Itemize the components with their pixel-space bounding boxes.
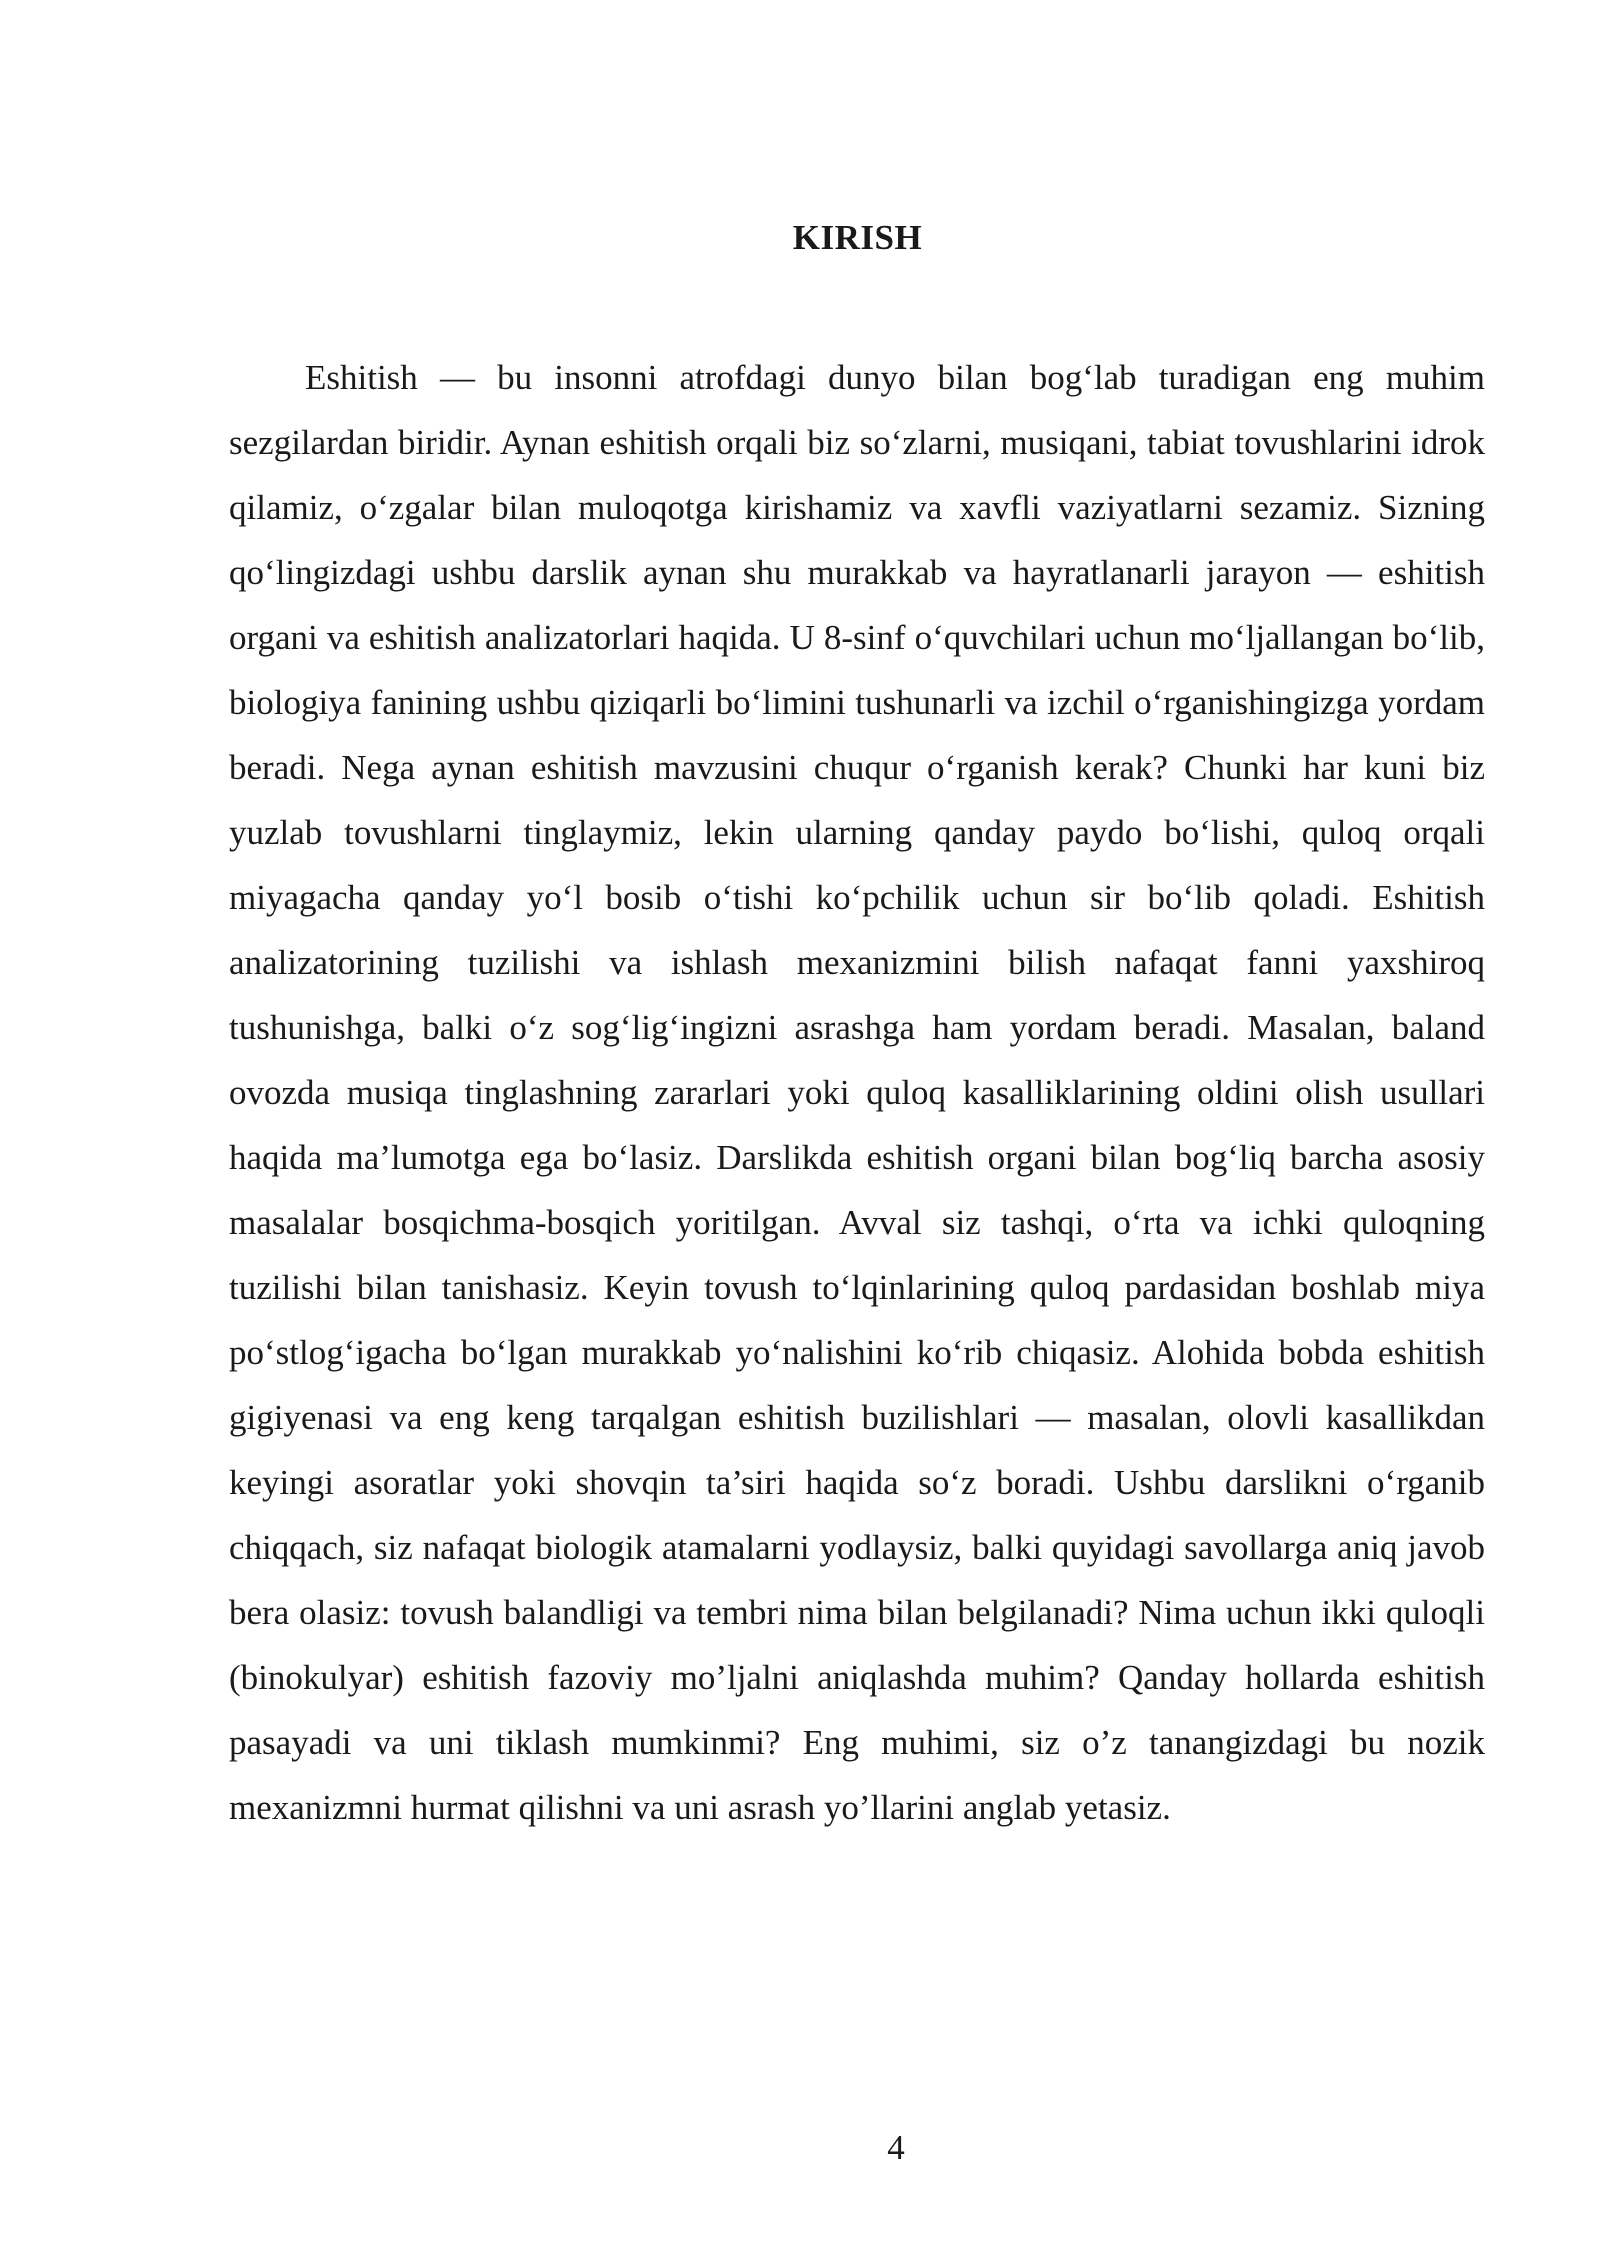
page-number: 4 <box>887 2128 905 2167</box>
body-paragraph: Eshitish — bu insonni atrofdagi dunyo bilan bog‘lab turadigan eng muhim sezgilardan biridir. Aynan eshitish orqali biz so‘zlarni, musiqani, tabiat tovushlarini idrok qilamiz, o‘zgalar bilan muloqotga kirishamiz va xavfli vaziyatlarni sezamiz. Sizning qo‘lingizdagi ushbu darslik aynan shu murakkab va hayratlanarli jarayon — eshitish organi va eshitish analizatorlari haqida. U 8-sinf o‘quvchilari uchun mo‘ljallangan bo‘lib, biologiya fanining ushbu qiziqarli bo‘limini tushunarli va izchil o‘rganishingizga yordam beradi. Nega aynan eshitish mavzusini chuqur o‘rganish kerak? Chunki har kuni biz yuzlab tovushlarni tinglaymiz, lekin ularning qanday paydo bo‘lishi, quloq orqali miyagacha qanday yo‘l bosib o‘tishi ko‘pchilik uchun sir bo‘lib qoladi. Eshitish analizatorining tuzilishi va ishlash mexanizmini bilish nafaqat fanni yaxshiroq tushunishga, balki o‘z sog‘lig‘ingizni asrashga ham yordam beradi. Masalan, baland ovozda musiqa tinglashning zararlari yoki quloq kasalliklarining oldini olish usullari haqida ma’lumotga ega bo‘lasiz. Darslikda eshitish organi bilan bog‘liq barcha asosiy masalalar bosqichma-bosqich yoritilgan. Avval siz tashqi, o‘rta va ichki quloqning tuzilishi bilan tanishasiz. Keyin tovush to‘lqinlarining quloq pardasidan boshlab miya po‘stlog‘igacha bo‘lgan murakkab yo‘nalishini ko‘rib chiqasiz. Alohida bobda eshitish gigiyenasi va eng keng tarqalgan eshitish buzilishlari — masalan, olovli kasallikdan keyingi asoratlar yoki shovqin ta’siri haqida so‘z boradi. Ushbu darslikni o‘rganib chiqqach, siz nafaqat biologik atamalarni yodlaysiz, balki quyidagi savollarga aniq javob bera olasiz: tovush balandligi va tembri nima bilan belgilanadi? Nima uchun ikki quloqli (binokulyar) eshitish fazoviy mo’ljalni aniqlashda muhim? Qanday hollarda eshitish pasayadi va uni tiklash mumkinmi? Eng muhimi, siz o’z tanangizdagi bu nozik mexanizmni hurmat qilishni va uni asrash yo’llarini anglab yetasiz. <box>229 358 1485 1827</box>
page-title: KIRISH <box>792 218 923 257</box>
